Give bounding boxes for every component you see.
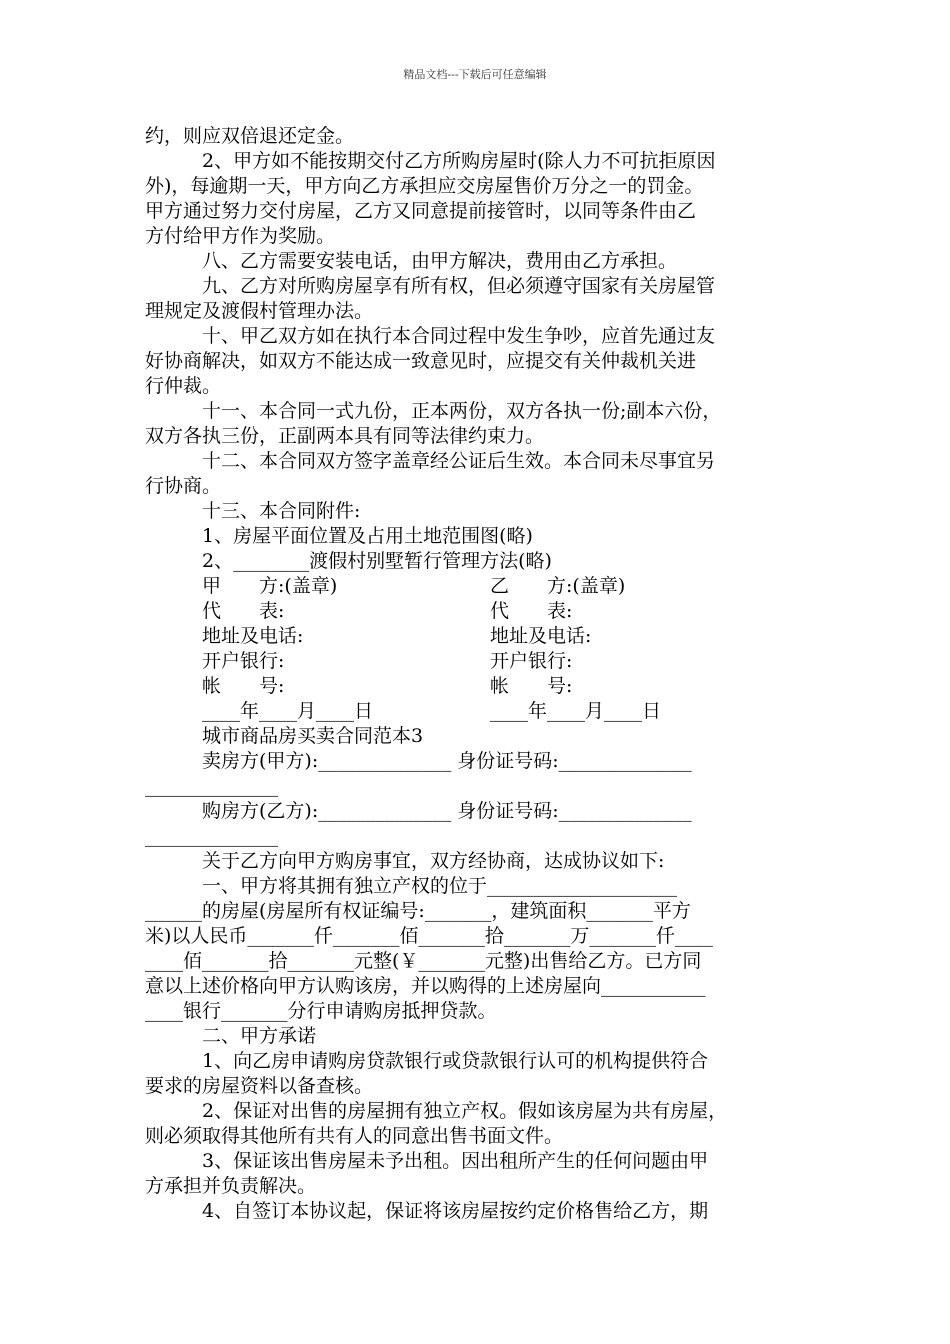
text-line: 则必须取得其他所有共有人的同意出售书面文件。 (145, 1125, 564, 1147)
signature-row (145, 574, 809, 599)
text-line: 城市商品房买卖合同范本3 (202, 725, 424, 747)
party-a-field: 代 表: (202, 600, 285, 622)
party-a-field: 帐 号: (202, 675, 285, 697)
text-line: 4、自签订本协议起，保证将该房屋按约定价格售给乙方，期 (202, 1200, 709, 1222)
party-a-field: 甲 方:(盖章) (202, 575, 338, 597)
text-line: 十一、本合同一式九份，正本两份，双方各执一份;副本六份， (202, 400, 722, 422)
text-line: 3、保证该出售房屋未予出租。因出租所产生的任何问题由甲 (202, 1150, 709, 1172)
text-line: 八、乙方需要安装电话，由甲方解决，费用由乙方承担。 (202, 250, 678, 272)
text-line: 方承担并负责解决。 (145, 1175, 317, 1197)
text-line: ______的房屋(房屋所有权证编号:_______，建筑面积_______平方 (145, 900, 691, 922)
text-line: 双方各执三份，正副两本具有同等法律约束力。 (145, 425, 545, 447)
text-line: 一、甲方将其拥有独立产权的位于____________________ (202, 875, 678, 897)
party-a-field: 地址及电话: (202, 625, 304, 647)
text-line: 九、乙方对所购房屋享有所有权，但必须遵守国家有关房屋管 (202, 275, 716, 297)
text-line: 2、________渡假村别墅暂行管理方法(略) (202, 550, 552, 572)
signature-row (145, 649, 809, 674)
text-line: 米)以人民币_______仟_______佰_______拾_______万_______仟____ (145, 925, 713, 947)
party-b-field: 开户银行: (490, 650, 573, 672)
text-line: ______________ (145, 775, 278, 797)
signature-row (145, 674, 809, 699)
page-header: 精品文档---下载后可任意编辑 (403, 68, 547, 81)
text-line: 方付给甲方作为奖励。 (145, 225, 336, 247)
text-line: 外)，每逾期一天，甲方向乙方承担应交房屋售价万分之一的罚金。 (145, 175, 704, 197)
text-line: 十、甲乙双方如在执行本合同过程中发生争吵，应首先通过友 (202, 325, 716, 347)
text-line: 2、甲方如不能按期交付乙方所购房屋时(除人力不可抗拒原因 (202, 150, 716, 172)
text-line: 甲方通过努力交付房屋，乙方又同意提前接管时，以同等条件由乙 (145, 200, 697, 222)
text-line: 购房方(乙方):______________ 身份证号码:______________ (202, 800, 692, 822)
signature-row (145, 599, 809, 624)
text-line: 二、甲方承诺 (202, 1025, 317, 1047)
text-line: 2、保证对出售的房屋拥有独立产权。假如该房屋为共有房屋， (202, 1100, 728, 1122)
party-a-field: 开户银行: (202, 650, 285, 672)
document-body (145, 124, 809, 1224)
text-line: 理规定及渡假村管理办法。 (145, 300, 374, 322)
text-line: 行协商。 (145, 475, 222, 497)
text-line: ____银行_______分行申请购房抵押贷款。 (145, 1000, 497, 1022)
party-a-field: ____年____月____日 (202, 700, 374, 722)
text-line: 好协商解决，如双方不能达成一致意见时，应提交有关仲裁机关进 (145, 350, 697, 372)
party-b-field: 代 表: (490, 600, 573, 622)
signature-row (145, 624, 809, 649)
party-b-field: ____年____月____日 (490, 700, 662, 722)
text-line: 关于乙方向甲方购房事宜，双方经协商，达成协议如下: (202, 850, 665, 872)
text-line: 卖房方(甲方):______________ 身份证号码:______________ (202, 750, 692, 772)
text-line: 意以上述价格向甲方认购该房，并以购得的上述房屋向___________ (145, 975, 706, 997)
party-b-field: 地址及电话: (490, 625, 592, 647)
party-b-field: 帐 号: (490, 675, 573, 697)
text-line: 十三、本合同附件: (202, 500, 361, 522)
text-line: 1、房屋平面位置及占用土地范围图(略) (202, 525, 533, 547)
text-line: 十二、本合同双方签字盖章经公证后生效。本合同未尽事宜另 (202, 450, 716, 472)
text-line: 行仲裁。 (145, 375, 222, 397)
text-line: 约，则应双倍退还定金。 (145, 125, 355, 147)
text-line: ______________ (145, 825, 278, 847)
text-line: 要求的房屋资料以备查核。 (145, 1075, 374, 1097)
party-b-field: 乙 方:(盖章) (490, 575, 626, 597)
text-line: ____佰_______拾_______元整(￥_______元整)出售给乙方。已方同 (145, 950, 702, 972)
text-line: 1、向乙房申请购房贷款银行或贷款银行认可的机构提供符合 (202, 1050, 709, 1072)
signature-row (145, 699, 809, 724)
